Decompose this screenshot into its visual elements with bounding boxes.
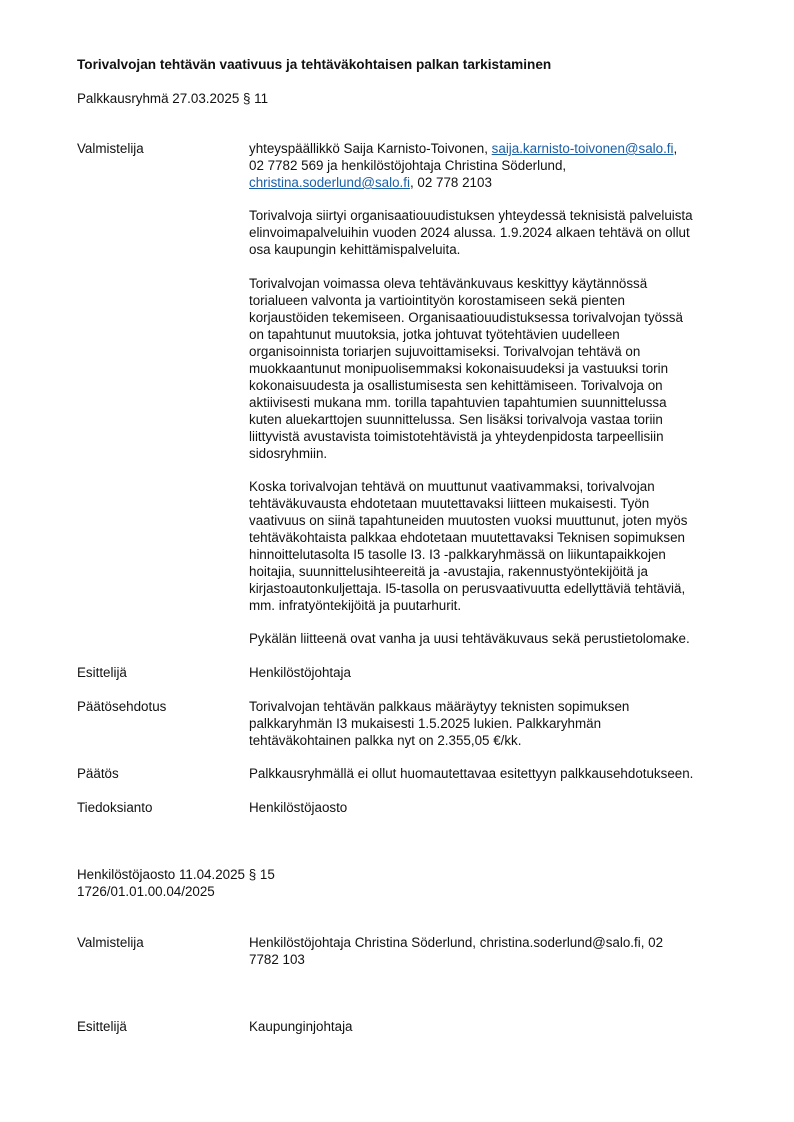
esittelija-value: Henkilöstöjohtaja bbox=[249, 665, 351, 680]
meeting-header-1: Palkkausryhmä 27.03.2025 § 11 bbox=[77, 91, 269, 106]
p2-line: sidosryhmiin. bbox=[249, 446, 328, 461]
paragraph-2 bbox=[249, 275, 749, 462]
v2-line: 7782 103 bbox=[249, 952, 305, 967]
valmistelija-label: Valmistelija bbox=[77, 141, 144, 156]
paragraph-3 bbox=[249, 478, 749, 614]
esittelija-label: Esittelijä bbox=[77, 665, 127, 680]
email-link-christina[interactable]: christina.soderlund@salo.fi bbox=[249, 175, 410, 190]
paatosehdotus-label: Päätösehdotus bbox=[77, 699, 167, 714]
p2-line: muokkaantunut monipuolisemmaksi kokonaisuudeksi ja vastuuksi torin bbox=[249, 361, 669, 376]
esittelija-2-label: Esittelijä bbox=[77, 1019, 127, 1034]
p3-line: mm. infratyöntekijöitä ja puutarhurit. bbox=[249, 598, 462, 613]
email-link-saija[interactable]: saija.karnisto-toivonen@salo.fi bbox=[491, 141, 674, 156]
valmistelija-text-c: 02 7782 569 ja henkilöstöjohtaja Christina Söderlund, bbox=[249, 158, 567, 173]
p3-line: Koska torivalvojan tehtävä on muuttunut vaativammaksi, torivalvojan bbox=[249, 479, 655, 494]
diary-number: 1726/01.01.00.04/2025 bbox=[77, 884, 215, 899]
p1-line: elinvoimapalveluihin vuoden 2024 alussa. 1.9.2024 alkaen tehtävä on ollut bbox=[249, 225, 690, 240]
p2-line: Torivalvojan voimassa oleva tehtävänkuvaus keskittyy käytännössä bbox=[249, 276, 648, 291]
p2-line: organisoinnista toriarjen sujuvoittamiseksi. Torivalvojan tehtävä on bbox=[249, 344, 641, 359]
p3-line: kirjastoautonkuljettaja. I5-tasolla on perusvaativuutta edellyttäviä tehtäviä, bbox=[249, 581, 686, 596]
esittelija-2-value: Kaupunginjohtaja bbox=[249, 1019, 353, 1034]
pe-line: Torivalvojan tehtävän palkkaus määräytyy teknisten sopimuksen bbox=[249, 699, 630, 714]
p2-line: kokonaisuudesta ja osallistumisesta sen kehittämiseen. Torivalvoja on bbox=[249, 378, 663, 393]
meeting-header-2 bbox=[77, 866, 275, 900]
valmistelija-text-d: , 02 778 2103 bbox=[409, 175, 492, 190]
p2-line: liittyvistä avustavista toimistotehtävistä ja yhteydenpidosta tarpeellisiin bbox=[249, 429, 664, 444]
p1-line: osa kaupungin kehittämispalveluita. bbox=[249, 242, 461, 257]
p2-line: kuten aluekarttojen suunnittelussa. Sen lisäksi torivalvoja vastaa toriin bbox=[249, 412, 663, 427]
paatos-label: Päätös bbox=[77, 766, 119, 781]
valmistelija-text-b: , bbox=[673, 141, 678, 156]
paatosehdotus-value bbox=[249, 698, 749, 749]
document-title: Torivalvojan tehtävän vaativuus ja tehtäväkohtaisen palkan tarkistaminen bbox=[77, 57, 552, 72]
paragraph-4: Pykälän liitteenä ovat vanha ja uusi tehtäväkuvaus sekä perustietolomake. bbox=[249, 631, 690, 646]
pe-line: tehtäväkohtainen palkka nyt on 2.355,05 €/kk. bbox=[249, 733, 522, 748]
p3-line: vaativuus on siinä tapahtuneiden muutosten vuoksi muuttunut, joten myös bbox=[249, 513, 688, 528]
p3-line: hinnoittelutasolta I5 tasolle I3. I3 -palkkaryhmässä on liikuntapaikkojen bbox=[249, 547, 666, 562]
tiedoksianto-value: Henkilöstöjaosto bbox=[249, 800, 348, 815]
pe-line: palkkaryhmän I3 mukaisesti 1.5.2025 lukien. Palkkaryhmän bbox=[249, 716, 602, 731]
p2-line: aktiivisesti mukana mm. torilla tapahtuvien tapahtumien suunnittelussa bbox=[249, 395, 667, 410]
p3-line: tehtäväkuvausta ehdotetaan muutettavaksi liitteen mukaisesti. Työn bbox=[249, 496, 650, 511]
p3-line: tehtäväkohtaista palkkaa ehdotetaan muutettavaksi Teknisen sopimuksen bbox=[249, 530, 685, 545]
valmistelija-text-a: yhteyspäällikkö Saija Karnisto-Toivonen, bbox=[249, 141, 488, 156]
paatos-value: Palkkausryhmällä ei ollut huomautettavaa esitettyyn palkkausehdotukseen. bbox=[249, 766, 694, 781]
valmistelija-2-value bbox=[249, 934, 749, 968]
p2-line: korjaustöiden tekemiseen. Organisaatiouudistuksessa torivalvojan työssä bbox=[249, 310, 683, 325]
meeting-2-title: Henkilöstöjaosto 11.04.2025 § 15 bbox=[77, 867, 275, 882]
p2-line: torialueen valvonta ja vartiointityön korostamiseen sekä pienten bbox=[249, 293, 625, 308]
p1-line: Torivalvoja siirtyi organisaatiouudistuksen yhteydessä teknisistä palveluista bbox=[249, 208, 693, 223]
p3-line: hoitajia, suunnittelusihteereitä ja -avustajia, rakennustyöntekijöitä ja bbox=[249, 564, 648, 579]
v2-line: Henkilöstöjohtaja Christina Söderlund, christina.soderlund@salo.fi, 02 bbox=[249, 935, 664, 950]
p2-line: on tapahtunut muutoksia, jotka johtuvat työtehtävien uudelleen bbox=[249, 327, 620, 342]
paragraph-1 bbox=[249, 207, 749, 258]
tiedoksianto-label: Tiedoksianto bbox=[77, 800, 153, 815]
valmistelija-2-label: Valmistelija bbox=[77, 935, 144, 950]
valmistelija-value bbox=[249, 140, 749, 191]
